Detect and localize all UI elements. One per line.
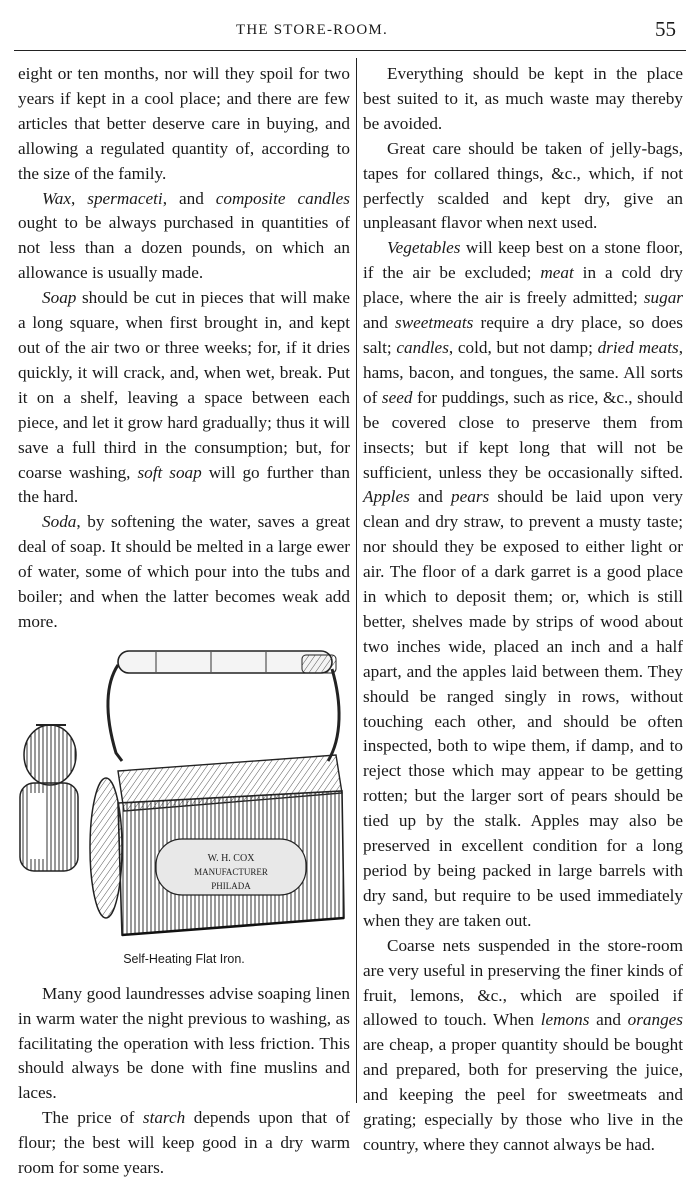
italic-term: soft soap	[137, 462, 202, 482]
page-header	[0, 0, 700, 48]
italic-term: Wax	[42, 188, 71, 208]
column-divider	[356, 58, 357, 1103]
text-run: , by softening the water, saves a great deal of soap. It should be melted in a large ewer of water, some of which pour into the tubs and boiler; and when the latter becomes weak add more.	[18, 512, 350, 631]
paragraph	[363, 236, 683, 933]
paragraph: eight or ten months, nor will they spoil for two years if kept in a cool place; and there are few articles that better deserve care in buying, and allowing a regulated quantity of, according to the size of the family.	[18, 64, 350, 183]
italic-term: oranges	[627, 1010, 683, 1030]
italic-term: meat	[540, 263, 574, 283]
right-column	[363, 62, 683, 1158]
text-run: The price of	[42, 1108, 143, 1128]
text-run: Coarse nets suspended in the store-room are very useful in preserving the finer kinds of fruit, lemons, &c., which are spoiled if allowed to touch. When	[363, 935, 683, 1030]
text-run: should be cut in pieces that will make a long square, when first brought in, and kept out of the air two or three weeks; for, if it dries quickly, it will crack, and, when wet, break. Put it on a shelf, leaving a space between each piece, and let it grow hard gradually; thus it will save a full third in the consumption; but, for coarse washing,	[18, 288, 350, 482]
text-run: in a cold dry place, where the air is freely admitted;	[363, 263, 683, 308]
svg-text:W. H. COX: W. H. COX	[207, 852, 255, 864]
italic-term: candles	[396, 337, 449, 357]
italic-term: lemons	[540, 1010, 590, 1030]
italic-term: pears	[451, 487, 490, 507]
figure-caption: Self-Heating Flat Iron.	[123, 951, 245, 966]
italic-term: Vegetables	[387, 238, 461, 258]
text-run: and	[589, 1010, 628, 1030]
italic-term: dried meats	[597, 337, 679, 357]
text-run: ought to be always purchased in quantities of not less than a dozen pounds, on which an allowance is usually made.	[18, 213, 350, 283]
text-run: , and	[162, 188, 216, 208]
text-run: and	[409, 487, 452, 507]
text-run: depends upon that of flour; the best will keep good in a dry warm room for some years.	[18, 1108, 350, 1178]
paragraph: Everything should be kept in the place best suited to it, as much waste may thereby be avoided.	[363, 64, 683, 133]
text-run: and	[363, 313, 396, 333]
italic-term: seed	[381, 387, 413, 407]
italic-term: starch	[142, 1108, 186, 1128]
text-run: require a dry place, so does salt;	[363, 313, 683, 357]
paragraph: Many good laundresses advise soaping linen in warm water the night previous to washing, as facilitating the operation with less friction. This should always be done with fine muslins and laces.	[18, 983, 350, 1103]
svg-text:PHILADA: PHILADA	[211, 880, 251, 891]
left-column	[18, 62, 350, 1181]
italic-term: spermaceti	[87, 188, 163, 208]
paragraph	[363, 934, 683, 1158]
italic-term: composite candles	[215, 188, 350, 208]
running-head: THE STORE-ROOM.	[236, 22, 388, 38]
italic-term: sweetmeats	[395, 313, 474, 333]
text-run: for puddings, such as rice, &c., should be covered close to preserve them from insects; but if kept long that will not be sufficient, unless they be occasionally sifted.	[363, 387, 683, 482]
text-run: are cheap, a proper quantity should be bought and prepared, both for preserving the juice, and keeping the peel for sweetmeats and grating; especially by those who live in the country, where they cannot always be had.	[363, 1035, 683, 1154]
flat-iron-engraving	[6, 643, 346, 943]
svg-text:MANUFACTURER: MANUFACTURER	[194, 866, 268, 877]
paragraph	[18, 286, 350, 510]
flat-iron-illustration	[6, 643, 346, 943]
paragraph	[18, 1106, 350, 1181]
italic-term: Soda	[42, 512, 77, 532]
text-run: should be laid upon very clean and dry straw, to prevent a musty taste; nor should they be exposed to either light or air. The floor of a dark garret is a good place in which to deposit them; or, which is still better, shelves made by strips of wood about two inches wide, placed an inch and a half apart, and the apples laid between them. They should be ranged singly in rows, without touching each other, and should be often inspected, both to wipe them, if damp, and to reject those which may appear to be getting rotten; but the larger sort of pears should be tied up by the stalk. Apples may also be preserved in excellent condition for a long period by being packed in large barrels with dry sand, but require to be used immediately when they are taken out.	[363, 487, 683, 930]
italic-term: sugar	[643, 288, 683, 308]
text-run: will keep best on a stone floor, if the air be excluded;	[363, 238, 683, 283]
italic-term: Apples	[363, 487, 410, 507]
text-run: ,	[70, 188, 88, 208]
page-number: 55	[655, 17, 676, 41]
text-run: , hams, bacon, and tongues, the same. All sorts of	[363, 337, 683, 407]
italic-term: Soap	[42, 288, 77, 308]
paragraph: Great care should be taken of jelly-bags, tapes for collared things, &c., which, if not perfectly scalded and kept dry, give an unpleasant flavor when next used.	[363, 138, 683, 233]
header-rule	[14, 50, 686, 51]
paragraph	[18, 187, 350, 287]
paragraph	[18, 510, 350, 635]
text-run: , cold, but not damp;	[448, 337, 598, 357]
text-run: will go further than the hard.	[18, 462, 350, 507]
